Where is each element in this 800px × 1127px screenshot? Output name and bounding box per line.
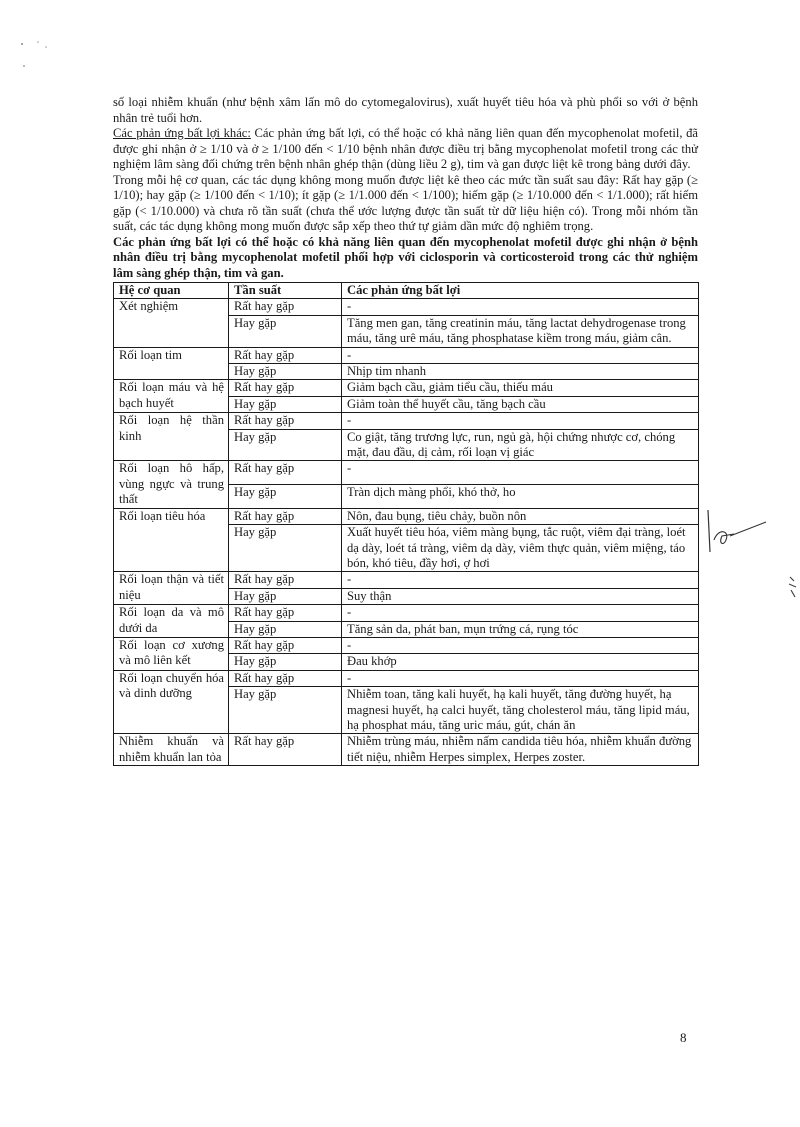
frequency-cell: Hay gặp	[229, 687, 342, 734]
frequency-cell: Hay gặp	[229, 654, 342, 670]
organ-system-cell: Rối loạn chuyển hóa và dinh dưỡng	[114, 670, 229, 734]
reaction-cell: Giảm toàn thể huyết cầu, tăng bạch cầu	[342, 396, 699, 412]
table-row	[114, 380, 699, 396]
reaction-cell: Tràn dịch màng phổi, khó thở, ho	[342, 485, 699, 509]
reaction-cell: -	[342, 605, 699, 621]
table-row	[114, 670, 699, 686]
organ-system-cell: Nhiễm khuẩn và nhiễm khuẩn lan tỏa	[114, 734, 229, 766]
frequency-cell: Hay gặp	[229, 485, 342, 509]
table-row	[114, 413, 699, 429]
frequency-cell: Rất hay gặp	[229, 605, 342, 621]
organ-system-cell: Rối loạn hô hấp, vùng ngực và trung thất	[114, 461, 229, 508]
intro-paragraph-2	[113, 126, 698, 173]
reaction-cell: -	[342, 347, 699, 363]
organ-system-cell: Rối loạn thận và tiết niệu	[114, 572, 229, 605]
frequency-cell: Rất hay gặp	[229, 734, 342, 766]
reaction-cell: Nhiễm trùng máu, nhiễm nấm candida tiêu hóa, nhiễm khuẩn đường tiết niệu, nhiễm Herpes simplex, Herpes zoster.	[342, 734, 699, 766]
frequency-cell: Rất hay gặp	[229, 380, 342, 396]
table-row	[114, 637, 699, 653]
reaction-cell: Nhiễm toan, tăng kali huyết, hạ kali huyết, tăng đường huyết, hạ magnesi huyết, hạ calci huyết, tăng cholesterol máu, tăng lipid máu, hạ phosphat máu, tăng uric máu, gút, chán ăn	[342, 687, 699, 734]
organ-system-cell: Rối loạn hệ thần kinh	[114, 413, 229, 461]
frequency-cell: Rất hay gặp	[229, 413, 342, 429]
reaction-cell: Nhịp tim nhanh	[342, 364, 699, 380]
handwritten-mark	[700, 500, 770, 560]
frequency-cell: Rất hay gặp	[229, 347, 342, 363]
reaction-cell: Tăng men gan, tăng creatinin máu, tăng lactat dehydrogenase trong máu, tăng urê máu, tăng phosphatase kiềm trong máu, giảm cân.	[342, 315, 699, 347]
frequency-cell: Hay gặp	[229, 315, 342, 347]
scan-artifact-dots	[18, 38, 58, 78]
organ-system-cell: Rối loạn máu và hệ bạch huyết	[114, 380, 229, 413]
intro-paragraph-3: Trong mỗi hệ cơ quan, các tác dụng không mong muốn được liệt kê theo các mức tần suất sau đây: Rất hay gặp (≥ 1/10); hay gặp (≥ 1/100 đến < 1/10); ít gặp (≥ 1/1.000 đến < 1/100); hiếm gặp (≥ 1/10.000 đến < 1/1.000); rất hiếm gặp (< 1/10.000) và chưa rõ tần suất (chưa thể ước lượng được tần suất từ dữ liệu hiện có). Trong mỗi nhóm tần suất, các tác dụng không mong muốn được sắp xếp theo thứ tự giảm dần mức độ nghiêm trọng.	[113, 172, 698, 233]
reaction-cell: -	[342, 637, 699, 653]
table-row	[114, 508, 699, 524]
organ-system-cell: Rối loạn da và mô dưới da	[114, 605, 229, 638]
reaction-cell: -	[342, 461, 699, 485]
table-row	[114, 734, 699, 766]
frequency-cell: Hay gặp	[229, 621, 342, 637]
frequency-cell: Rất hay gặp	[229, 508, 342, 524]
frequency-cell: Rất hay gặp	[229, 461, 342, 485]
intro-paragraph-1: số loại nhiễm khuẩn (như bệnh xâm lấn mô do cytomegalovirus), xuất huyết tiêu hóa và phù phổi so với ở bệnh nhân trẻ tuổi hơn.	[113, 95, 698, 125]
reaction-cell: -	[342, 572, 699, 588]
table-heading: Các phản ứng bất lợi có thể hoặc có khả năng liên quan đến mycophenolat mofetil được ghi nhận ở bệnh nhân điều trị bằng mycophenolat mofetil phối hợp với ciclosporin và corticosteroid trong các thử nghiệm lâm sàng ghép thận, tim và gan.	[113, 234, 698, 280]
reaction-cell: Đau khớp	[342, 654, 699, 670]
frequency-cell: Hay gặp	[229, 588, 342, 604]
table-row	[114, 572, 699, 588]
frequency-cell: Rất hay gặp	[229, 670, 342, 686]
frequency-cell: Hay gặp	[229, 429, 342, 461]
reaction-cell: -	[342, 299, 699, 315]
header-organ-system: Hệ cơ quan	[114, 283, 229, 299]
reaction-cell: Xuất huyết tiêu hóa, viêm màng bụng, tắc ruột, viêm đại tràng, loét dạ dày, loét tá tràng, viêm dạ dày, viêm thực quản, viêm miệng, táo bón, khó tiêu, đầy hơi, ợ hơi	[342, 525, 699, 572]
header-frequency: Tần suất	[229, 283, 342, 299]
frequency-cell: Hay gặp	[229, 525, 342, 572]
frequency-cell: Rất hay gặp	[229, 637, 342, 653]
organ-system-cell: Xét nghiệm	[114, 299, 229, 347]
reaction-cell: Suy thận	[342, 588, 699, 604]
frequency-cell: Rất hay gặp	[229, 572, 342, 588]
reaction-cell: Nôn, đau bụng, tiêu chảy, buồn nôn	[342, 508, 699, 524]
table-row	[114, 299, 699, 315]
organ-system-cell: Rối loạn cơ xương và mô liên kết	[114, 637, 229, 670]
other-reactions-text: Các phản ứng bất lợi, có thể hoặc có khả năng liên quan đến mycophenolat mofetil, đã được ghi nhận ở ≥ 1/10 và ở ≥ 1/100 đến < 1/10 bệnh nhân được điều trị bằng mycophenolat mofetil trong các thử nghiệm lâm sàng đối chứng trên bệnh nhân ghép thận (dùng liều 2 g), tim và gan được liệt kê trong bảng dưới đây.	[113, 126, 699, 171]
document-page	[113, 95, 698, 766]
table-row	[114, 347, 699, 363]
organ-system-cell: Rối loạn tiêu hóa	[114, 508, 229, 572]
table-row	[114, 461, 699, 485]
frequency-cell: Hay gặp	[229, 364, 342, 380]
edge-scan-mark	[786, 575, 800, 600]
table-row	[114, 605, 699, 621]
reaction-cell: Co giật, tăng trương lực, run, ngủ gà, hội chứng nhược cơ, chóng mặt, đau đầu, dị cảm, rối loạn vị giác	[342, 429, 699, 461]
frequency-cell: Hay gặp	[229, 396, 342, 412]
header-adverse-reactions: Các phản ứng bất lợi	[342, 283, 699, 299]
adverse-reactions-table	[113, 282, 699, 766]
reaction-cell: Tăng sản da, phát ban, mụn trứng cá, rụng tóc	[342, 621, 699, 637]
frequency-cell: Rất hay gặp	[229, 299, 342, 315]
reaction-cell: -	[342, 670, 699, 686]
reaction-cell: Giảm bạch cầu, giảm tiểu cầu, thiếu máu	[342, 380, 699, 396]
page-number: 8	[680, 1030, 687, 1045]
table-header-row	[114, 283, 699, 299]
organ-system-cell: Rối loạn tim	[114, 347, 229, 380]
other-reactions-label: Các phản ứng bất lợi khác:	[113, 126, 251, 140]
reaction-cell: -	[342, 413, 699, 429]
